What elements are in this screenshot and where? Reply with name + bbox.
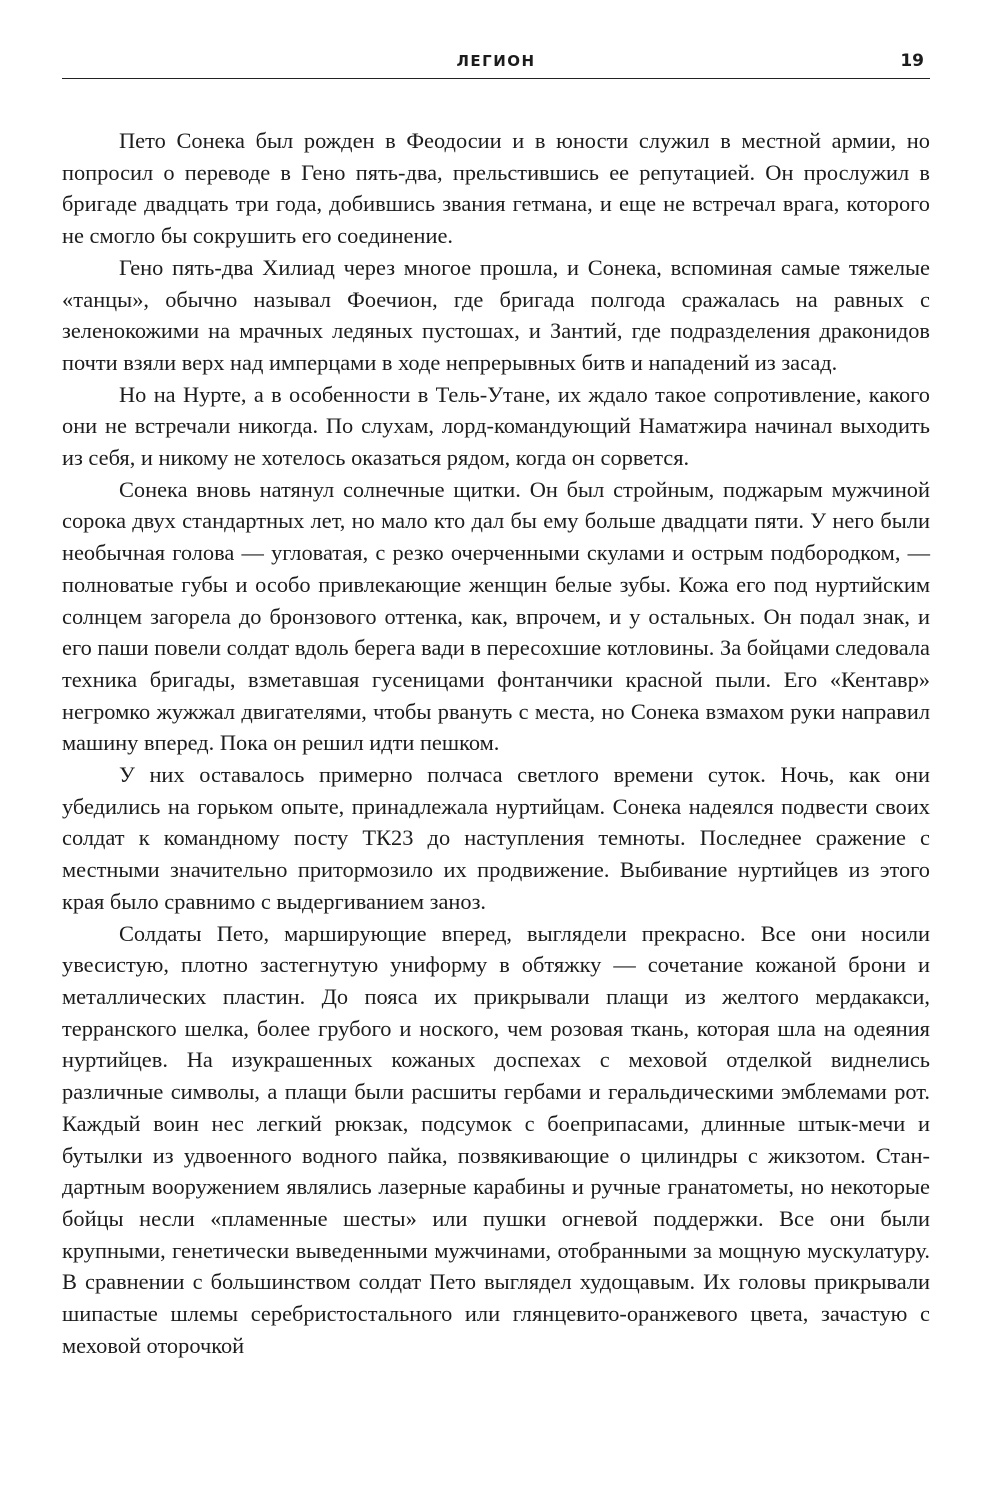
paragraph: У них оставалось примерно полчаса светлого времени суток. Ночь, как они убедились на горьком опыте, принадлежала нуртийцам. Сонека надеялся подвести своих солдат к командному посту ТК23 до наступления темноты. Последнее сражение с местными значительно притормозило их продвижение. Выбивание нуртийцев из этого края было сравнимо с выдергиванием заноз. — [62, 762, 930, 914]
paragraph: Но на Нурте, а в особенности в Тель-Утане, их ждало такое сопротивление, какого они не встречали никогда. По слухам, лорд-командующий Наматжира начинал выходить из себя, и никому не хотелось оказаться рядом, когда он сорвется. — [62, 381, 930, 471]
running-title: ЛЕГИОН — [456, 52, 536, 70]
book-page — [62, 48, 930, 1361]
paragraph: Гено пять-два Хилиад через многое прошла, и Сонека, вспоминая самые тяжелые «танцы», обычно называл Фоечион, где бригада полгода сражалась на равных с зеленокожими на мрачных ледяных пустошах, и Зантий, где подразделения драконидов почти взяли верх над имперцами в ходе непрерывных битв и нападений из засад. — [62, 254, 930, 375]
page-number: 19 — [900, 51, 924, 71]
paragraph: Сонека вновь натянул солнечные щитки. Он был стройным, поджарым мужчиной сорока двух стандартных лет, но мало кто дал бы ему больше двадцати пяти. У него были необычная голова — угловатая, с резко очерченными скулами и острым подбородком, — полноватые губы и особо привлекающие женщин белые зубы. Кожа его под нуртийским солнцем загорела до бронзового оттенка, как, впрочем, и у остальных. Он подал знак, и его паши повели солдат вдоль берега вади в пересохшие котловины. За бойцами следовала техника бригады, взметавшая гусеницами фонтанчики красной пыли. Его «Кентавр» негромко жужжал двигателями, чтобы рвануть с места, но Сонека взмахом руки направил машину вперед. Пока он решил идти пешком. — [62, 476, 930, 756]
paragraph: Пето Сонека был рожден в Феодосии и в юности служил в местной армии, но попросил о переводе в Гено пять-два, прельстившись ее репутацией. Он прослужил в бригаде двадцать три года, добившись звания гетмана, и еще не встречал врага, которого не смогло бы сокрушить его соединение. — [62, 128, 930, 249]
body-text — [62, 125, 930, 1361]
running-header — [62, 48, 930, 79]
paragraph: Солдаты Пето, марширующие вперед, выглядели прекрасно. Все они носили увесистую, плотно застегнутую униформу в обтяжку — сочетание кожаной брони и металлических пластин. До пояса их прикрывали плащи из желтого мердакакси, терранского шелка, более грубого и ноского, чем розовая ткань, которая шла на одеяния нуртийцев. На изукрашенных кожаных доспехах с меховой отделкой виднелись различные символы, а плащи были расшиты гербами и геральдическими эмблемами рот. Каждый воин нес легкий рюкзак, подсумок с боеприпасами, длинные штык-мечи и бутылки из удвоенного водного пайка, позвякивающие о цилиндры с жикзотом. Стандартным вооружением являлись лазерные карабины и ручные гранатометы, но некоторые бойцы несли «пламенные шесты» или пушки огневой поддержки. Все они были крупными, генетически выведенными мужчинами, отобранными за мощную мускулатуру. В сравнении с большинством солдат Пето выглядел худощавым. Их головы прикрывали шипастые шлемы серебристостального или глянцевито-оранжевого цвета, зачастую с меховой оторочкой — [62, 920, 930, 1358]
